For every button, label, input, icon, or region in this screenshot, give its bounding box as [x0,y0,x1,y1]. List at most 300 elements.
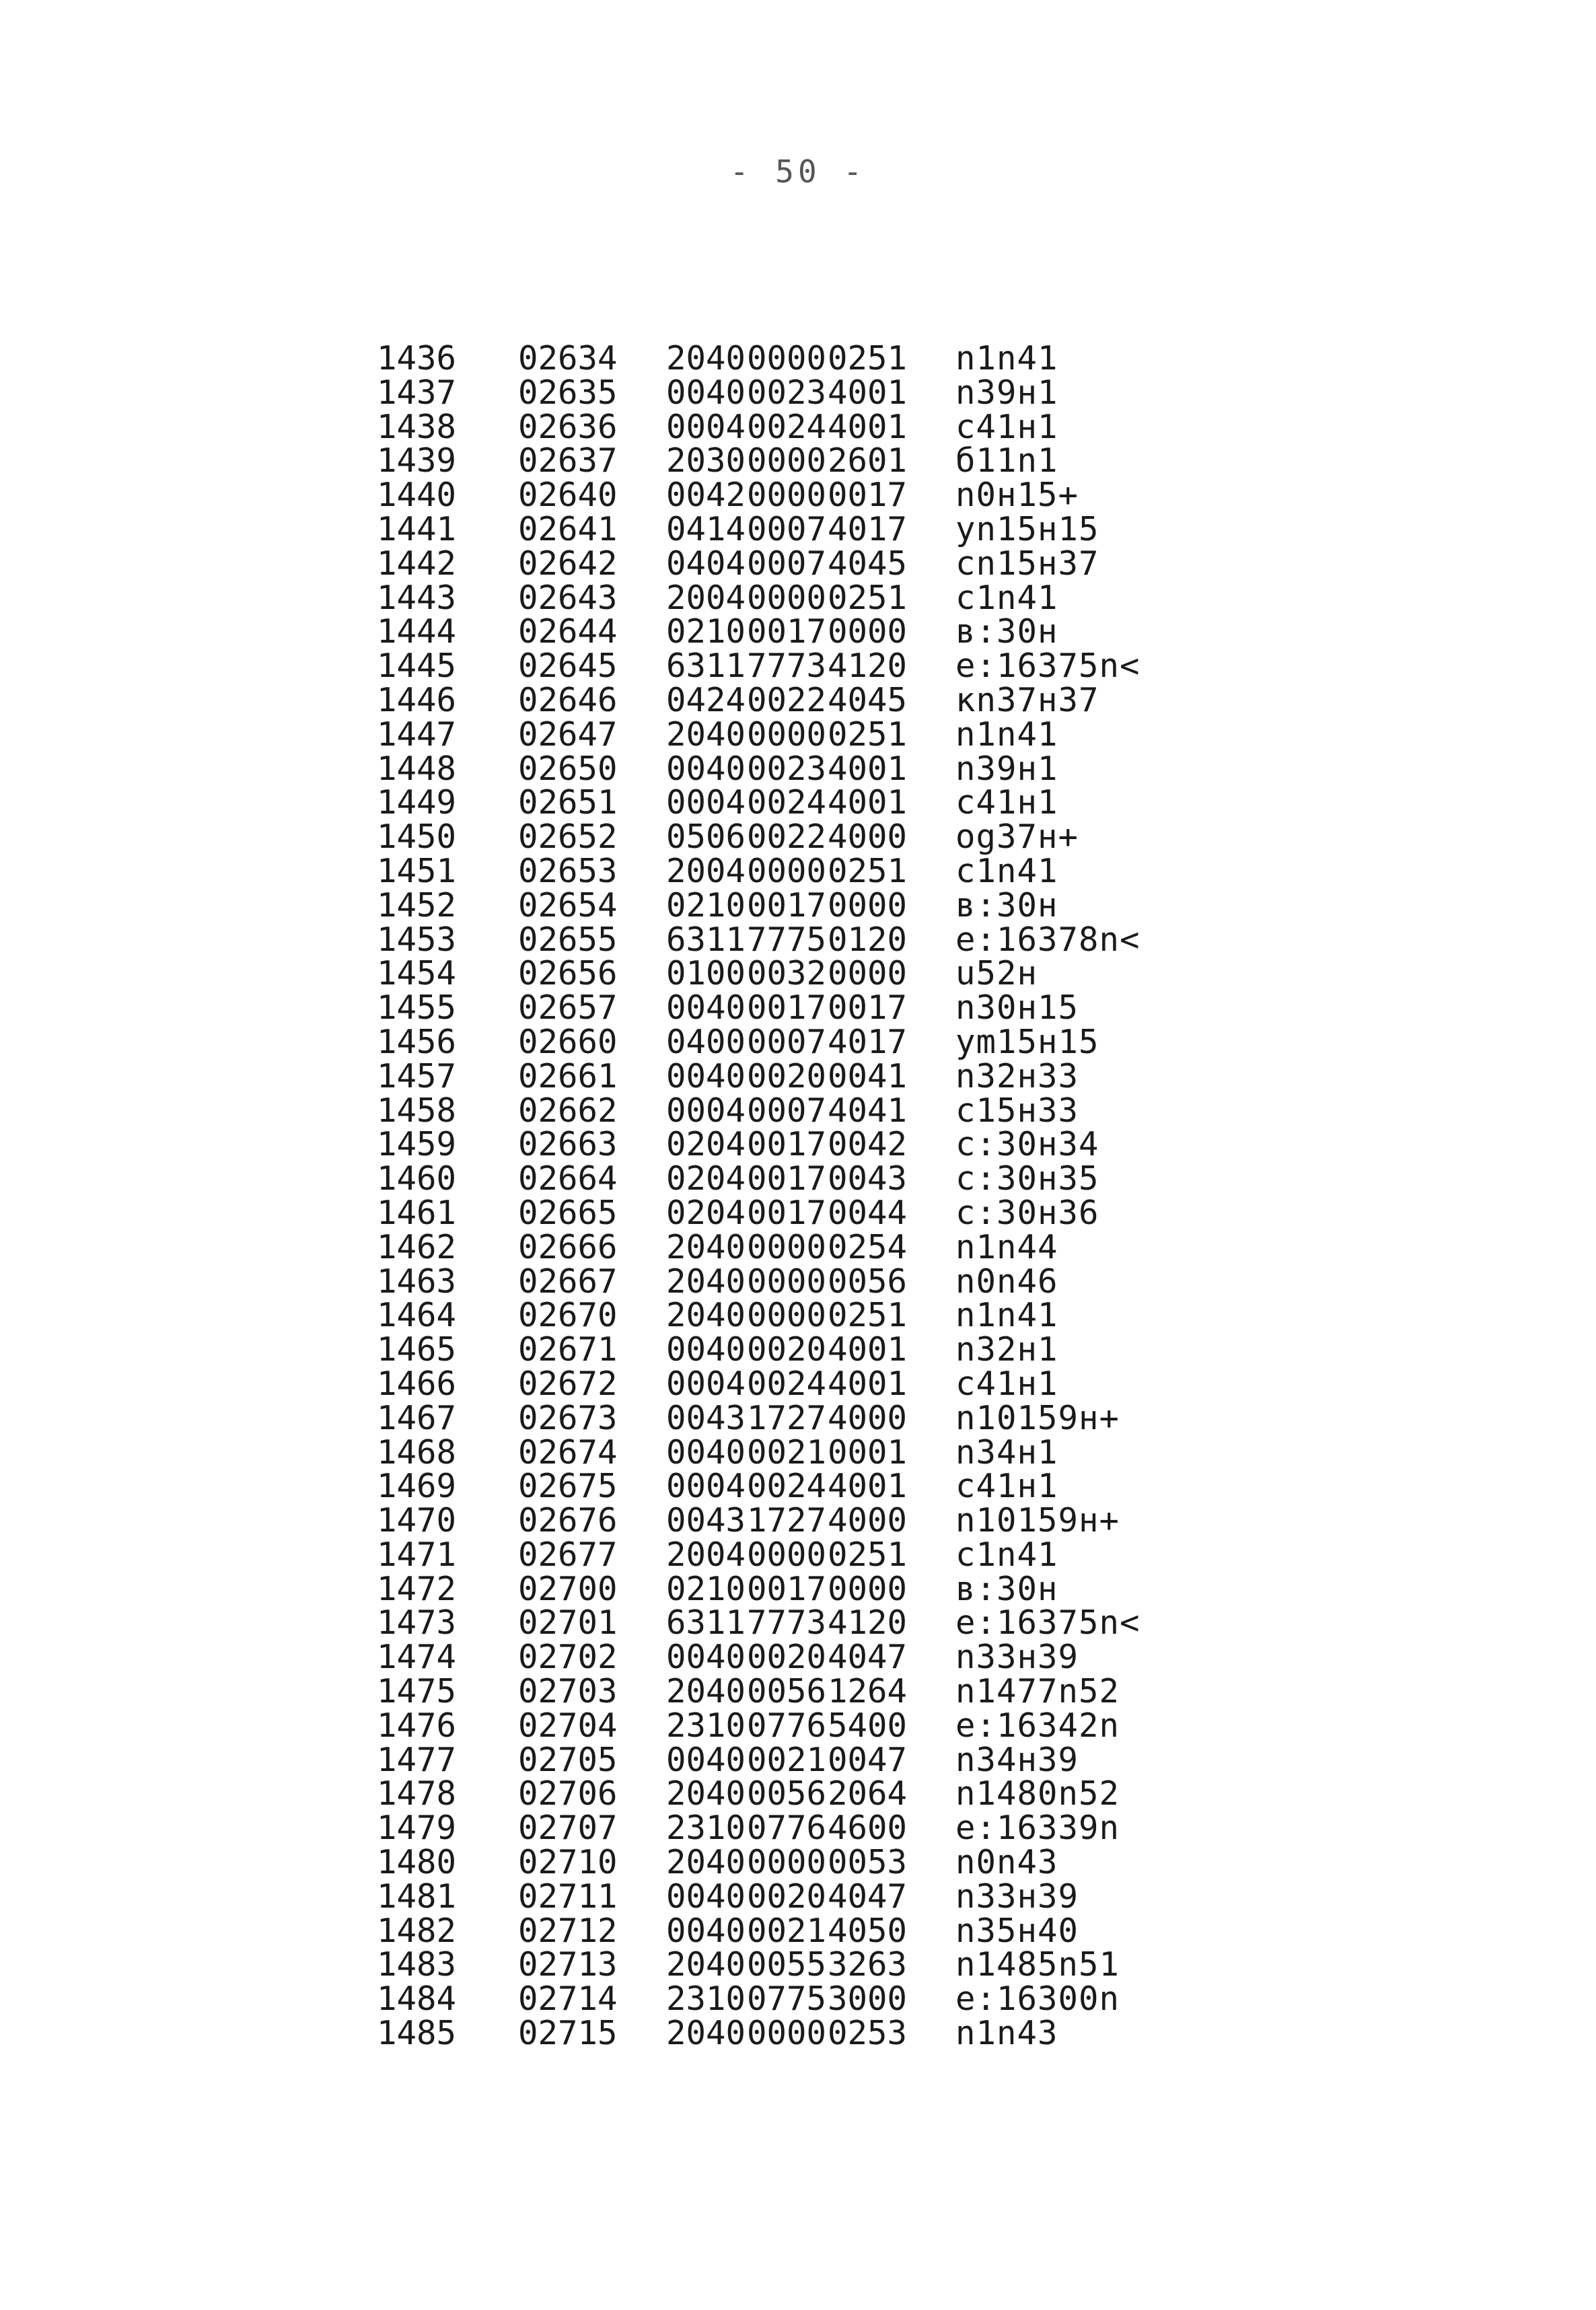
listing-row [377,988,1265,1027]
instruction-word-3: 0047 [828,1740,908,1779]
instruction-word-2: 0021 [747,1911,827,1950]
instruction-word-2: 0032 [747,954,827,993]
instruction-word-3: 0000 [828,886,908,925]
instruction-word-1: 2004 [666,578,746,617]
octal-address: 02706 [518,1774,618,1813]
instruction-word-1: 0040 [666,1911,746,1950]
instruction-word-2: 0024 [747,1467,827,1506]
mnemonic-annotation: n33н39 [955,1638,1079,1677]
line-number: 1443 [377,578,457,617]
line-number: 1448 [377,749,457,788]
line-number: 1458 [377,1091,457,1130]
instruction-word-2: 0024 [747,1364,827,1403]
page-number: - 50 - [729,153,867,190]
listing-row [377,851,1265,890]
instruction-word-3: 4001 [828,373,908,412]
mnemonic-annotation: og37н+ [955,818,1079,857]
mnemonic-annotation: c41н1 [955,1467,1058,1506]
mnemonic-annotation: e:16378n< [955,920,1140,959]
octal-address: 02646 [518,680,618,719]
listing-row [377,578,1265,617]
instruction-word-1: 2004 [666,851,746,890]
instruction-word-1: 2040 [666,339,746,377]
instruction-word-3: 0251 [828,715,908,754]
line-number: 1462 [377,1227,457,1266]
listing-row [377,1262,1265,1301]
listing-row [377,886,1265,925]
line-number: 1478 [377,1774,457,1813]
instruction-word-2: 0020 [747,1638,827,1677]
instruction-word-1: 2030 [666,441,746,480]
line-number: 1485 [377,2014,457,2053]
instruction-word-3: 0041 [828,1056,908,1095]
listing-row [377,1159,1265,1198]
instruction-word-2: 0056 [747,1672,827,1711]
line-number: 1472 [377,1569,457,1608]
octal-address: 02666 [518,1227,618,1266]
instruction-word-3: 0253 [828,2014,908,2053]
listing-row [377,749,1265,788]
instruction-word-1: 0043 [666,1501,746,1540]
line-number: 1449 [377,783,457,822]
octal-address: 02701 [518,1603,618,1643]
instruction-word-3: 0053 [828,1843,908,1882]
octal-address: 02713 [518,1945,618,1984]
line-number: 1479 [377,1809,457,1848]
instruction-word-1: 0040 [666,988,746,1027]
listing-row [377,339,1265,377]
instruction-word-2: 0017 [747,1125,827,1164]
mnemonic-annotation: n39н1 [955,373,1058,412]
instruction-word-1: 0040 [666,1433,746,1472]
listing-row [377,544,1265,583]
instruction-word-2: 0023 [747,373,827,412]
line-number: 1457 [377,1056,457,1095]
mnemonic-annotation: в:30н [955,886,1058,925]
instruction-word-1: 0042 [666,476,746,515]
octal-address: 02637 [518,441,618,480]
line-number: 1475 [377,1672,457,1711]
listing-row [377,1672,1265,1711]
octal-address: 02670 [518,1296,618,1335]
instruction-word-2: 0000 [747,1296,827,1335]
line-number: 1442 [377,544,457,583]
listing-row [377,1227,1265,1266]
instruction-word-1: 0040 [666,1877,746,1916]
mnemonic-annotation: уn15н15 [955,509,1099,548]
line-number: 1447 [377,715,457,754]
octal-address: 02661 [518,1056,618,1095]
instruction-word-2: 0017 [747,1193,827,1232]
instruction-word-1: 0004 [666,1091,746,1130]
listing-row [377,1982,1265,2017]
instruction-word-3: 0120 [828,920,908,959]
octal-address: 02714 [518,1980,618,2019]
octal-address: 02673 [518,1398,618,1437]
mnemonic-annotation: c41н1 [955,407,1058,446]
instruction-word-3: 4001 [828,1330,908,1369]
instruction-word-2: 7773 [747,647,827,686]
octal-address: 02665 [518,1193,618,1232]
instruction-word-2: 0020 [747,1877,827,1916]
mnemonic-annotation: n0n46 [955,1262,1058,1301]
instruction-word-2: 0021 [747,1433,827,1472]
instruction-word-2: 0000 [747,578,827,617]
line-number: 1459 [377,1125,457,1164]
instruction-word-3: 0251 [828,339,908,377]
instruction-word-1: 0004 [666,407,746,446]
instruction-word-1: 0040 [666,1740,746,1779]
instruction-word-1: 6311 [666,647,746,686]
mnemonic-annotation: n34н39 [955,1740,1079,1779]
line-number: 1436 [377,339,457,377]
octal-address: 02674 [518,1433,618,1472]
listing-row [377,407,1265,446]
line-number: 1444 [377,612,457,651]
instruction-word-2: 7773 [747,1603,827,1643]
instruction-word-1: 0043 [666,1398,746,1437]
octal-address: 02677 [518,1535,618,1574]
instruction-word-1: 0404 [666,544,746,583]
listing-row [377,1193,1265,1232]
instruction-word-3: 0056 [828,1262,908,1301]
instruction-word-3: 4001 [828,1467,908,1506]
mnemonic-annotation: n1n43 [955,2014,1058,2053]
instruction-word-2: 0000 [747,339,827,377]
octal-address: 02655 [518,920,618,959]
listing-row [377,783,1265,822]
listing-row [377,1945,1265,1984]
octal-address: 02656 [518,954,618,993]
octal-address: 02702 [518,1638,618,1677]
octal-address: 02676 [518,1501,618,1540]
listing-row [377,509,1265,548]
listing-row [377,920,1265,959]
instruction-word-1: 0506 [666,818,746,857]
listing-row [377,1774,1265,1813]
listing-row [377,1056,1265,1095]
instruction-word-2: 1727 [747,1501,827,1540]
instruction-word-3: 0251 [828,578,908,617]
mnemonic-annotation: в:30н [955,612,1058,651]
instruction-word-2: 0007 [747,509,827,548]
instruction-word-3: 4047 [828,1877,908,1916]
octal-address: 02712 [518,1911,618,1950]
instruction-word-3: 5400 [828,1706,908,1745]
instruction-word-2: 0007 [747,1022,827,1061]
listing-row [377,1877,1265,1916]
listing-row [377,1911,1265,1950]
instruction-word-3: 0017 [828,988,908,1027]
line-number: 1455 [377,988,457,1027]
instruction-word-3: 3000 [828,1980,908,2019]
instruction-word-3: 2601 [828,441,908,480]
instruction-word-3: 0042 [828,1125,908,1164]
mnemonic-annotation: n1477n52 [955,1672,1120,1711]
listing-row [377,1398,1265,1437]
instruction-word-1: 2040 [666,1774,746,1813]
mnemonic-annotation: n1n41 [955,339,1058,377]
instruction-word-2: 0775 [747,1980,827,2019]
instruction-word-2: 0017 [747,1159,827,1198]
mnemonic-annotation: e:16375n< [955,647,1140,686]
instruction-word-3: 0251 [828,1296,908,1335]
octal-address: 02644 [518,612,618,651]
line-number: 1452 [377,886,457,925]
listing-row [377,1296,1265,1335]
instruction-word-2: 0024 [747,407,827,446]
mnemonic-annotation: n1n41 [955,1296,1058,1335]
instruction-word-3: 4000 [828,1501,908,1540]
instruction-word-1: 0040 [666,373,746,412]
instruction-word-1: 0424 [666,680,746,719]
line-number: 1469 [377,1467,457,1506]
line-number: 1466 [377,1364,457,1403]
mnemonic-annotation: c1n41 [955,851,1058,890]
instruction-word-3: 4050 [828,1911,908,1950]
line-number: 1476 [377,1706,457,1745]
instruction-word-3: 4017 [828,509,908,548]
listing-row [377,820,1265,855]
listing-row [377,1535,1265,1574]
line-number: 1441 [377,509,457,548]
mnemonic-annotation: n1n44 [955,1227,1058,1266]
octal-address: 02652 [518,818,618,857]
octal-address: 02647 [518,715,618,754]
line-number: 1467 [377,1398,457,1437]
instruction-word-3: 0000 [828,954,908,993]
mnemonic-annotation: n34н1 [955,1433,1058,1472]
instruction-word-3: 4045 [828,680,908,719]
line-number: 1450 [377,818,457,857]
code-listing [377,339,1265,2053]
line-number: 1439 [377,441,457,480]
instruction-word-1: 0210 [666,886,746,925]
octal-address: 02651 [518,783,618,822]
listing-row [377,1843,1265,1882]
listing-row [377,478,1265,513]
mnemonic-annotation: e:16342n [955,1706,1120,1745]
instruction-word-3: 4045 [828,544,908,583]
instruction-word-3: 0254 [828,1227,908,1266]
instruction-word-2: 0776 [747,1706,827,1745]
mnemonic-annotation: c:30н36 [955,1193,1099,1232]
line-number: 1438 [377,407,457,446]
instruction-word-2: 0024 [747,783,827,822]
listing-row [377,1603,1265,1643]
instruction-word-2: 0000 [747,1843,827,1882]
line-number: 1468 [377,1433,457,1472]
mnemonic-annotation: e:16339n [955,1809,1120,1848]
mnemonic-annotation: n0n43 [955,1843,1058,1882]
octal-address: 02643 [518,578,618,617]
instruction-word-1: 0004 [666,1364,746,1403]
line-number: 1454 [377,954,457,993]
instruction-word-3: 0044 [828,1193,908,1232]
instruction-word-1: 0204 [666,1159,746,1198]
instruction-word-1: 0204 [666,1125,746,1164]
mnemonic-annotation: б11n1 [955,441,1058,480]
instruction-word-1: 2040 [666,1672,746,1711]
mnemonic-annotation: e:16300n [955,1980,1120,2019]
line-number: 1440 [377,476,457,515]
octal-address: 02663 [518,1125,618,1164]
instruction-word-2: 0000 [747,1262,827,1301]
listing-row [377,1640,1265,1675]
listing-row [377,441,1265,480]
listing-row [377,1706,1265,1745]
instruction-word-1: 0004 [666,783,746,822]
mnemonic-annotation: n32н1 [955,1330,1058,1369]
listing-row [377,1364,1265,1403]
line-number: 1464 [377,1296,457,1335]
instruction-word-2: 0007 [747,544,827,583]
instruction-word-3: 4120 [828,647,908,686]
instruction-word-2: 0022 [747,680,827,719]
instruction-word-3: 4000 [828,818,908,857]
listing-row [377,1811,1265,1846]
octal-address: 02707 [518,1809,618,1848]
mnemonic-annotation: n0н15+ [955,476,1079,515]
listing-row [377,373,1265,412]
instruction-word-3: 4001 [828,1364,908,1403]
instruction-word-3: 4047 [828,1638,908,1677]
mnemonic-annotation: n39н1 [955,749,1058,788]
instruction-word-2: 0017 [747,1569,827,1608]
instruction-word-1: 0040 [666,1056,746,1095]
instruction-word-3: 1264 [828,1672,908,1711]
instruction-word-3: 4001 [828,783,908,822]
instruction-word-1: 2040 [666,1843,746,1882]
octal-address: 02664 [518,1159,618,1198]
instruction-word-2: 0000 [747,715,827,754]
line-number: 1453 [377,920,457,959]
instruction-word-1: 2310 [666,1706,746,1745]
mnemonic-annotation: u52н [955,954,1038,993]
instruction-word-2: 0021 [747,1740,827,1779]
listing-row [377,1125,1265,1164]
instruction-word-1: 0040 [666,749,746,788]
mnemonic-annotation: уm15н15 [955,1022,1099,1061]
instruction-word-2: 0000 [747,1227,827,1266]
instruction-word-1: 0400 [666,1022,746,1061]
line-number: 1465 [377,1330,457,1369]
line-number: 1446 [377,680,457,719]
instruction-word-1: 2040 [666,1227,746,1266]
octal-address: 02715 [518,2014,618,2053]
listing-row [377,1501,1265,1540]
instruction-word-1: 2040 [666,1296,746,1335]
line-number: 1482 [377,1911,457,1950]
mnemonic-annotation: c15н33 [955,1091,1079,1130]
instruction-word-1: 0414 [666,509,746,548]
mnemonic-annotation: n1485n51 [955,1945,1120,1984]
mnemonic-annotation: cn15н37 [955,544,1099,583]
line-number: 1473 [377,1603,457,1643]
octal-address: 02672 [518,1364,618,1403]
mnemonic-annotation: c41н1 [955,1364,1058,1403]
line-number: 1474 [377,1638,457,1677]
line-number: 1460 [377,1159,457,1198]
instruction-word-1: 6311 [666,1603,746,1643]
instruction-word-1: 2310 [666,1980,746,2019]
mnemonic-annotation: n10159н+ [955,1501,1120,1540]
instruction-word-3: 0251 [828,851,908,890]
octal-address: 02645 [518,647,618,686]
line-number: 1477 [377,1740,457,1779]
instruction-word-2: 0017 [747,988,827,1027]
instruction-word-1: 2040 [666,1262,746,1301]
octal-address: 02653 [518,851,618,890]
octal-address: 02667 [518,1262,618,1301]
instruction-word-3: 0251 [828,1535,908,1574]
line-number: 1483 [377,1945,457,1984]
octal-address: 02662 [518,1091,618,1130]
instruction-word-1: 0204 [666,1193,746,1232]
instruction-word-2: 0017 [747,886,827,925]
instruction-word-2: 0020 [747,1330,827,1369]
mnemonic-annotation: n1n41 [955,715,1058,754]
octal-address: 02704 [518,1706,618,1745]
instruction-word-3: 0000 [828,612,908,651]
instruction-word-2: 0017 [747,612,827,651]
octal-address: 02660 [518,1022,618,1061]
listing-row [377,612,1265,651]
instruction-word-3: 4017 [828,1022,908,1061]
instruction-word-3: 0017 [828,476,908,515]
mnemonic-annotation: e:16375n< [955,1603,1140,1643]
instruction-word-3: 2064 [828,1774,908,1813]
instruction-word-3: 4600 [828,1809,908,1848]
mnemonic-annotation: c1n41 [955,1535,1058,1574]
line-number: 1471 [377,1535,457,1574]
instruction-word-2: 0055 [747,1945,827,1984]
listing-row [377,649,1265,684]
instruction-word-3: 0000 [828,1569,908,1608]
line-number: 1463 [377,1262,457,1301]
listing-row [377,1330,1265,1369]
mnemonic-annotation: кn37н37 [955,680,1099,719]
line-number: 1461 [377,1193,457,1232]
octal-address: 02705 [518,1740,618,1779]
listing-row [377,1022,1265,1061]
line-number: 1445 [377,647,457,686]
instruction-word-2: 0022 [747,818,827,857]
mnemonic-annotation: c41н1 [955,783,1058,822]
mnemonic-annotation: в:30н [955,1569,1058,1608]
line-number: 1484 [377,1980,457,2019]
instruction-word-2: 0056 [747,1774,827,1813]
instruction-word-3: 4001 [828,749,908,788]
octal-address: 02671 [518,1330,618,1369]
instruction-word-3: 0043 [828,1159,908,1198]
instruction-word-1: 2310 [666,1809,746,1848]
octal-address: 02634 [518,339,618,377]
line-number: 1456 [377,1022,457,1061]
octal-address: 02654 [518,886,618,925]
instruction-word-1: 0040 [666,1330,746,1369]
mnemonic-annotation: c1n41 [955,578,1058,617]
instruction-word-1: 6311 [666,920,746,959]
instruction-word-2: 0000 [747,1535,827,1574]
octal-address: 02640 [518,476,618,515]
mnemonic-annotation: n10159н+ [955,1398,1120,1437]
octal-address: 02710 [518,1843,618,1882]
line-number: 1481 [377,1877,457,1916]
instruction-word-3: 4000 [828,1398,908,1437]
octal-address: 02642 [518,544,618,583]
line-number: 1470 [377,1501,457,1540]
